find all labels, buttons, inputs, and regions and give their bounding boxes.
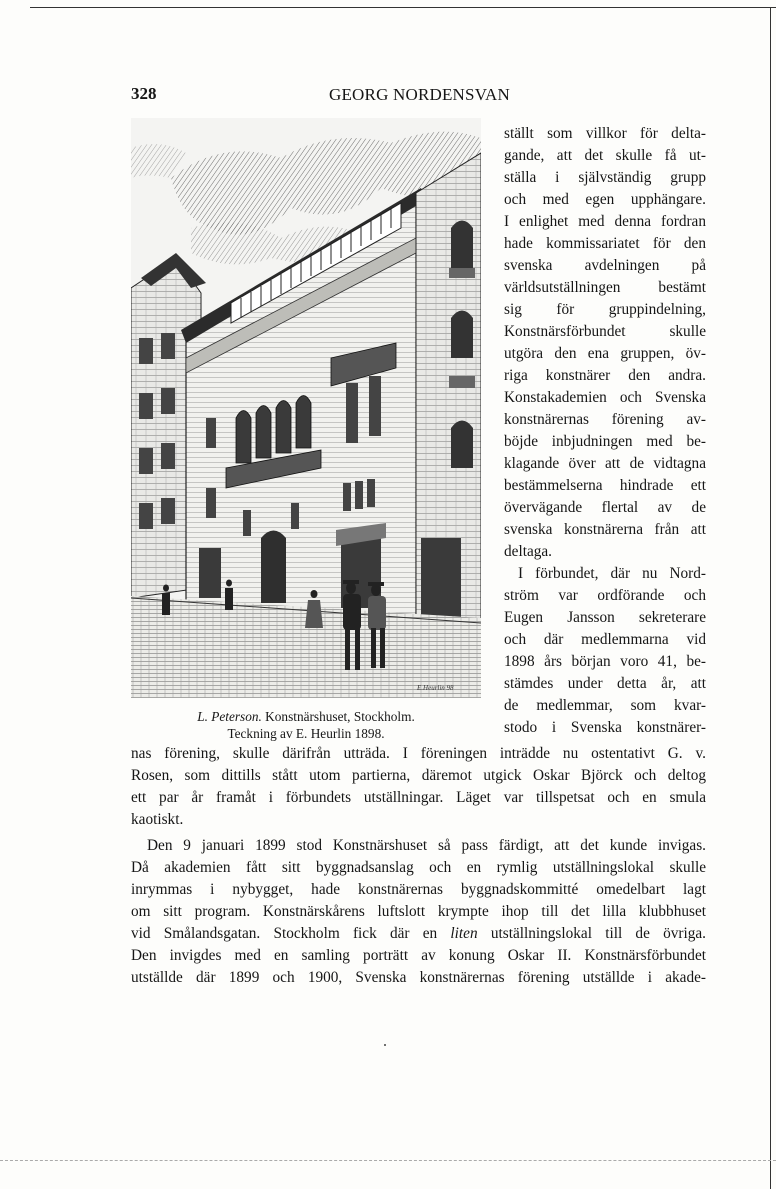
body-line: övervägande flertal av de bbox=[504, 499, 706, 516]
body-line: Den invigdes med en samling porträtt av konung Oskar II. Konstnärsförbundet bbox=[131, 947, 706, 964]
body-line: gande, att det skulle få ut- bbox=[504, 147, 706, 164]
body-line: svenska avdelningen på bbox=[504, 257, 706, 274]
body-line: och med egen upphängare. bbox=[504, 191, 706, 208]
body-line: kaotiskt. bbox=[131, 811, 184, 828]
body-line: nas förening, skulle därifrån utträda. I föreningen inträdde nu ostentativt G. v. bbox=[131, 745, 706, 762]
body-line: bestämmelserna hindrade ett bbox=[504, 477, 706, 494]
body-line: ström var ordförande och bbox=[504, 587, 706, 604]
body-line: om sitt program. Konstnärskårens luftslott krympte ihop till det lilla klubbhuset bbox=[131, 903, 706, 920]
body-line: konstnärernas förening av- bbox=[504, 411, 706, 428]
caption-title: Konstnärshuset, Stockholm. bbox=[261, 709, 415, 724]
body-line: riga konstnärer den andra. bbox=[504, 367, 706, 384]
body-line: deltaga. bbox=[504, 543, 552, 560]
body-line: hade kommissariatet för den bbox=[504, 235, 706, 252]
artist-signature: E.Heurlin 98 bbox=[417, 684, 454, 692]
body-line: ställt som villkor för delta- bbox=[504, 125, 706, 142]
speck-dot bbox=[384, 1044, 386, 1046]
body-line: Konstakademien och Svenska bbox=[504, 389, 706, 406]
emphasis: liten bbox=[450, 925, 478, 942]
body-line: 1898 års början voro 41, be- bbox=[504, 653, 706, 670]
body-line: böjde inbjudningen med be- bbox=[504, 433, 706, 450]
body-line: inrymmas i nybygget, hade konstnärernas byggnadskommitté omedelbart lagt bbox=[131, 881, 706, 898]
body-line: I enlighet med denna fordran bbox=[504, 213, 706, 230]
paragraph-start: I förbundet, där nu Nord- bbox=[518, 565, 706, 582]
body-line: Rosen, som dittills stått utom partierna, däremot utgick Oskar Björck och deltog bbox=[131, 767, 706, 784]
figure-caption-line-2: Teckning av E. Heurlin 1898. bbox=[227, 726, 385, 741]
running-head: GEORG NORDENSVAN bbox=[329, 85, 510, 104]
body-line: världsutställningen bestämt bbox=[504, 279, 706, 296]
body-line: utgöra den ena gruppen, öv- bbox=[504, 345, 706, 362]
body-line: stämdes under detta år, att bbox=[504, 675, 706, 692]
page-edge-right bbox=[770, 7, 771, 1189]
paragraph-start: Den 9 januari 1899 stod Konstnärshuset så pass färdigt, att det kunde invigas. bbox=[147, 837, 706, 854]
body-line: Eugen Jansson sekreterare bbox=[504, 609, 706, 626]
body-line: vid Smålandsgatan. Stockholm fick där en liten utställningslokal till de övriga. bbox=[131, 925, 706, 942]
body-line: klagande över att de vidtagna bbox=[504, 455, 706, 472]
engraving-drawing bbox=[131, 118, 481, 698]
page-number: 328 bbox=[131, 84, 157, 103]
page-edge-bottom bbox=[0, 1160, 776, 1161]
body-line: sig för gruppindelning, bbox=[504, 301, 706, 318]
body-line: Konstnärsförbundet skulle bbox=[504, 323, 706, 340]
body-line: ett par år framåt i förbundets utställningar. Läget var tillspetsat och en smula bbox=[131, 789, 706, 806]
body-line: svenska konstnärerna från att bbox=[504, 521, 706, 538]
body-line: stodo i Svenska konstnärer- bbox=[504, 719, 706, 736]
body-line: Då akademien fått sitt byggnadsanslag och en rymlig utställningslokal skulle bbox=[131, 859, 706, 876]
right-neighbor-building bbox=[416, 153, 481, 638]
figure-caption-line-1 bbox=[131, 709, 481, 725]
building-illustration bbox=[131, 118, 481, 698]
page-edge-top bbox=[30, 7, 776, 8]
body-line: ställa i självständig grupp bbox=[504, 169, 706, 186]
body-line: de medlemmar, som kvar- bbox=[504, 697, 706, 714]
caption-author: L. Peterson. bbox=[197, 709, 262, 724]
body-line: utställde där 1899 och 1900, Svenska konstnärernas förening utställde i akade- bbox=[131, 969, 706, 986]
body-line: och där medlemmarna vid bbox=[504, 631, 706, 648]
